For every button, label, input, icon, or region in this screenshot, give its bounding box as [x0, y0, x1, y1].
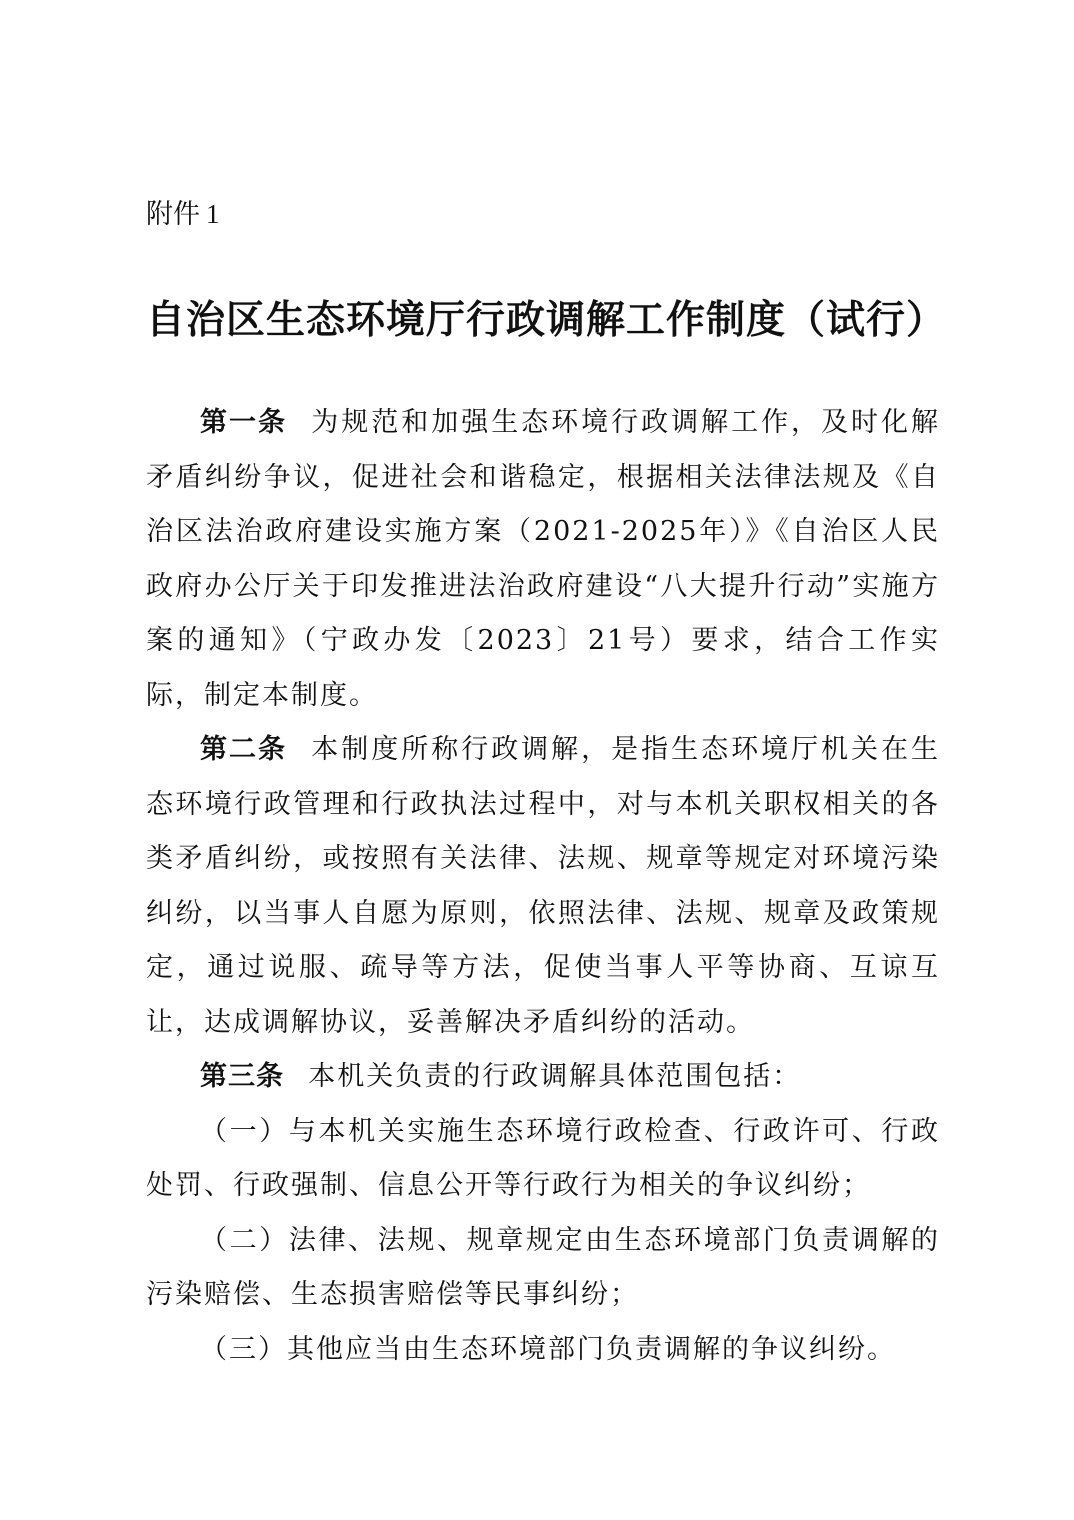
- article-3: [146, 1050, 940, 1105]
- article-3-text: 本机关负责的行政调解具体范围包括：: [308, 1061, 802, 1092]
- article-1-text: 为规范和加强生态环境行政调解工作，及时化解矛盾纠纷争议，促进社会和谐稳定，根据相关法律法规及《自治区法治政府建设实施方案（2021-2025年）》《自治区人民政府办公厅关于印发推进法治政府建设“八大提升行动”实施方案的通知》（宁政办发〔2023〕21号）要求，结合工作实际，制定本制度。: [146, 407, 941, 711]
- attachment-label: [146, 196, 220, 233]
- document-body: [146, 396, 940, 1377]
- list-item-2: （二）法律、法规、规章规定由生态环境部门负责调解的污染赔偿、生态损害赔偿等民事纠纷；: [146, 1224, 940, 1310]
- article-3-label: 第三条: [200, 1061, 284, 1092]
- article-1-label: 第一条: [200, 407, 287, 438]
- article-2-text: 本制度所称行政调解，是指生态环境厅机关在生态环境行政管理和行政执法过程中，对与本机关职权相关的各类矛盾纠纷，或按照有关法律、法规、规章等规定对环境污染纠纷，以当事人自愿为原则，依照法律、法规、规章及政策规定，通过说服、疏导等方法，促使当事人平等协商、互谅互让，达成调解协议，妥善解决矛盾纠纷的活动。: [146, 734, 941, 1038]
- list-item-3: （三）其他应当由生态环境部门负责调解的争议纠纷。: [200, 1333, 896, 1365]
- article-2-label: 第二条: [200, 734, 287, 765]
- article-1: [146, 396, 940, 723]
- document-title: 自治区生态环境厅行政调解工作制度（试行）: [146, 297, 947, 343]
- article-2: [146, 723, 940, 1050]
- attachment-text: 附件: [146, 199, 200, 230]
- list-item-1: （一）与本机关实施生态环境行政检查、行政许可、行政处罚、行政强制、信息公开等行政行为相关的争议纠纷；: [146, 1115, 940, 1201]
- attachment-number: 1: [206, 199, 220, 229]
